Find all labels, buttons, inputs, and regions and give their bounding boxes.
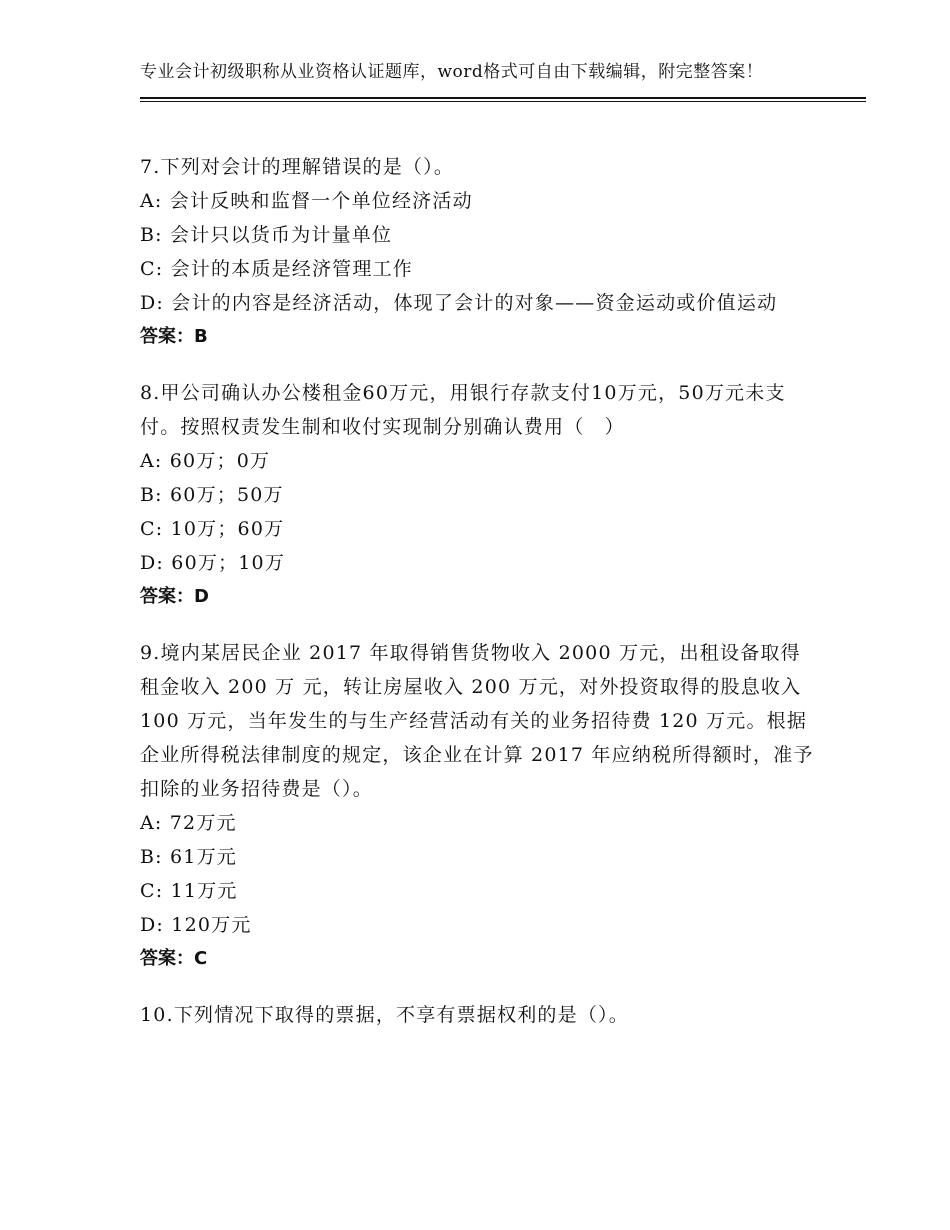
question-9 — [140, 636, 820, 976]
option-c: C: 11万元 — [140, 880, 238, 902]
question-stem: 10.下列情况下取得的票据，不享有票据权利的是（）。 — [140, 1004, 629, 1026]
page-header: 专业会计初级职称从业资格认证题库，word格式可自由下载编辑，附完整答案！ — [140, 62, 764, 82]
answer-label: 答案：D — [140, 586, 209, 607]
option-b: B: 60万；50万 — [140, 484, 284, 506]
question-stem: 9.境内某居民企业 2017 年取得销售货物收入 2000 万元，出租设备取得租金收入 200 万 元，转让房屋收入 200 万元，对外投资取得的股息收入 100 万元，当年发生的与生产经营活动有关的业务招待费 120 万元。根据企业所得税法律制度的规定，该企业在计算 2017 年应纳税所得额时，准予扣除的业务招待费是（）。 — [140, 642, 814, 800]
option-d: D: 会计的内容是经济活动，体现了会计的对象——资金运动或价值运动 — [140, 292, 778, 314]
answer-label: 答案：B — [140, 326, 208, 347]
option-d: D: 120万元 — [140, 914, 252, 936]
header-rule-thin — [140, 101, 866, 102]
option-d: D: 60万；10万 — [140, 552, 286, 574]
option-c: C: 10万；60万 — [140, 518, 285, 540]
option-a: A: 72万元 — [140, 812, 237, 834]
option-b: B: 61万元 — [140, 846, 237, 868]
option-b: B: 会计只以货币为计量单位 — [140, 224, 393, 246]
question-list — [140, 150, 820, 1054]
question-10 — [140, 998, 820, 1032]
question-stem: 8.甲公司确认办公楼租金60万元，用银行存款支付10万元，50万元未支付。按照权责发生制和收付实现制分别确认费用（ ） — [140, 382, 786, 438]
option-c: C: 会计的本质是经济管理工作 — [140, 258, 413, 280]
question-7 — [140, 150, 820, 354]
question-8 — [140, 376, 820, 614]
answer-label: 答案：C — [140, 948, 208, 969]
question-stem: 7.下列对会计的理解错误的是（）。 — [140, 156, 455, 178]
option-a: A: 会计反映和监督一个单位经济活动 — [140, 190, 473, 212]
header-rule-thick — [140, 97, 866, 99]
option-a: A: 60万；0万 — [140, 450, 271, 472]
